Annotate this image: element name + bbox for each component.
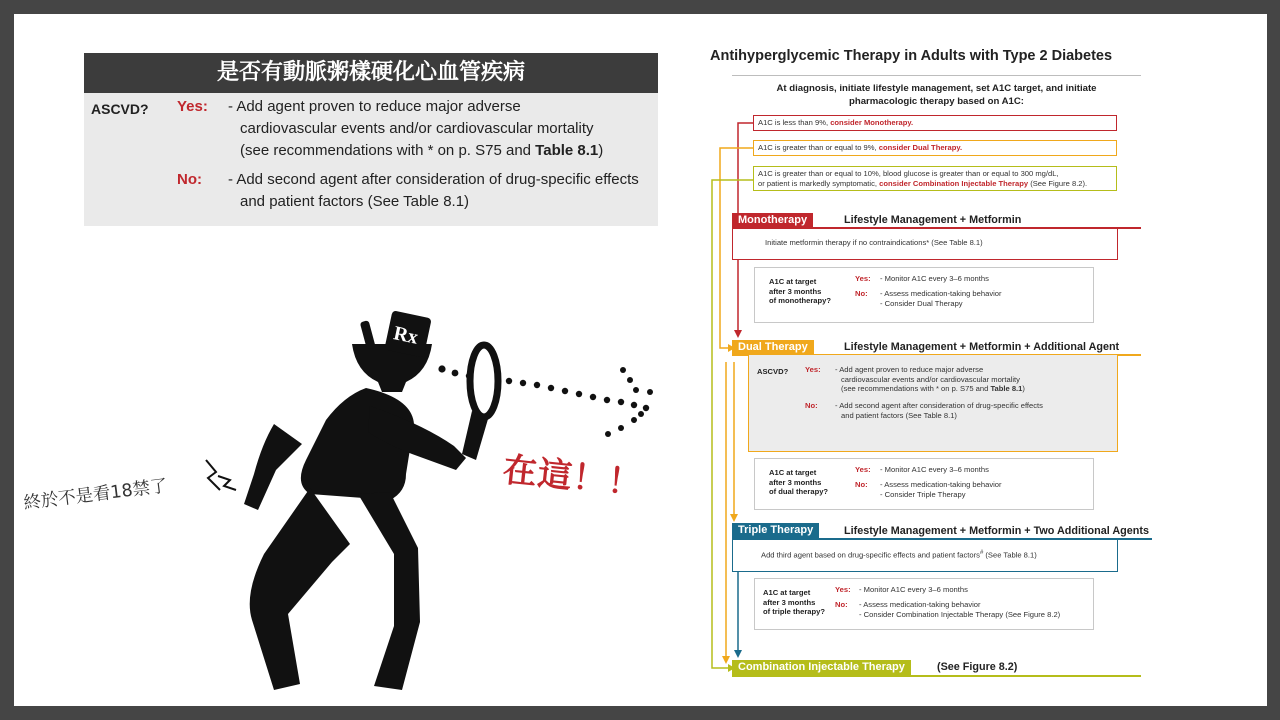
combination-label: (See Figure 8.2) (937, 661, 1018, 673)
dual-therapy-label: Lifestyle Management + Metformin + Additional Agent (844, 341, 1120, 353)
figure-title: Antihyperglycemic Therapy in Adults with Type 2 Diabetes (710, 48, 1113, 64)
monotherapy-check-box (754, 267, 1094, 323)
triple-yes-label: Yes: (835, 585, 851, 594)
rx-label: Rx (391, 322, 421, 349)
tab-combination-injectable: Combination Injectable Therapy (732, 660, 911, 675)
mono-yes-label: Yes: (855, 274, 871, 283)
dual-check-box (754, 458, 1094, 510)
triple-question: A1C at target after 3 months of triple therapy? (763, 588, 826, 616)
condition-box-monotherapy: A1C is less than 9%, consider Monotherapy. (753, 115, 1117, 131)
dual-q-no-label: No: (855, 480, 868, 489)
dual-q-yes-text: - Monitor A1C every 3–6 months (880, 465, 989, 474)
dual-ascvd-box (748, 354, 1118, 452)
condition-box-dual: A1C is greater than or equal to 9%, consider Dual Therapy. (753, 140, 1117, 156)
callout-no-line1: - Add second agent after consideration of drug-specific effects (228, 171, 639, 188)
tab-triple-therapy: Triple Therapy (732, 523, 819, 538)
tab-dual-therapy: Dual Therapy (732, 340, 814, 355)
dual-yes-label: Yes: (805, 365, 821, 374)
monotherapy-label: Lifestyle Management + Metformin (844, 214, 1022, 226)
mono-yes-text: - Monitor A1C every 3–6 months (880, 274, 989, 283)
dual-ascvd-label: ASCVD? (757, 367, 789, 376)
combination-rule (732, 675, 1141, 677)
dual-question: A1C at target after 3 months of dual therapy? (769, 468, 829, 496)
triple-check-box (754, 578, 1094, 630)
tab-monotherapy: Monotherapy (732, 213, 813, 228)
dual-yes-text: - Add agent proven to reduce major adverse cardiovascular events and/or cardiovascular mortality (see recommendations with * on p. S75 and Table 8.1) (835, 365, 1025, 393)
monotherapy-question: A1C at target after 3 months of monotherapy? (769, 277, 832, 305)
dual-q-yes-label: Yes: (855, 465, 871, 474)
finally-caption: 終於不是看18禁了 (22, 476, 169, 514)
callout-yes-line3: (see recommendations with * on p. S75 and Table 8.1) (240, 142, 604, 159)
triple-yes-text: - Monitor A1C every 3–6 months (859, 585, 968, 594)
triple-instruction: Add third agent based on drug-specific effects and patient factors# (See Table 8.1) (732, 540, 1118, 572)
dual-no-text: - Add second agent after consideration of drug-specific effects and patient factors (See Table 8.1) (835, 401, 1043, 420)
triple-no-label: No: (835, 600, 848, 609)
dual-q-no-text: - Assess medication-taking behavior - Consider Triple Therapy (880, 480, 1002, 499)
figure-intro: At diagnosis, initiate lifestyle management, set A1C target, and initiate pharmacologic therapy based on A1C: (776, 83, 1097, 107)
callout-header: 是否有動脈粥樣硬化心血管疾病 (84, 53, 658, 93)
slide (14, 14, 1267, 706)
callout-yes-line1: - Add agent proven to reduce major adverse (228, 98, 521, 115)
mono-no-label: No: (855, 289, 868, 298)
triple-no-text: - Assess medication-taking behavior - Consider Combination Injectable Therapy (See Figure 8.2) (859, 600, 1061, 619)
here-exclamation: 在這！！ (500, 449, 645, 505)
callout-no-label: No: (177, 171, 202, 188)
callout-yes-line2: cardiovascular events and/or cardiovascular mortality (240, 120, 594, 137)
dual-no-label: No: (805, 401, 818, 410)
callout-ascvd-label: ASCVD? (91, 101, 149, 117)
monotherapy-instruction: Initiate metformin therapy if no contraindications* (See Table 8.1) (732, 229, 1118, 260)
condition-box-combination: A1C is greater than or equal to 10%, blood glucose is greater than or equal to 300 mg/dL, or patient is markedly symptomatic, consider Combination Injectable Therapy (See Figure 8.2). (753, 166, 1117, 191)
callout-yes-label: Yes: (177, 98, 208, 115)
callout-no-line2: and patient factors (See Table 8.1) (240, 193, 470, 210)
triple-therapy-label: Lifestyle Management + Metformin + Two Additional Agents (844, 525, 1149, 537)
mono-no-text: - Assess medication-taking behavior - Consider Dual Therapy (880, 289, 1002, 308)
